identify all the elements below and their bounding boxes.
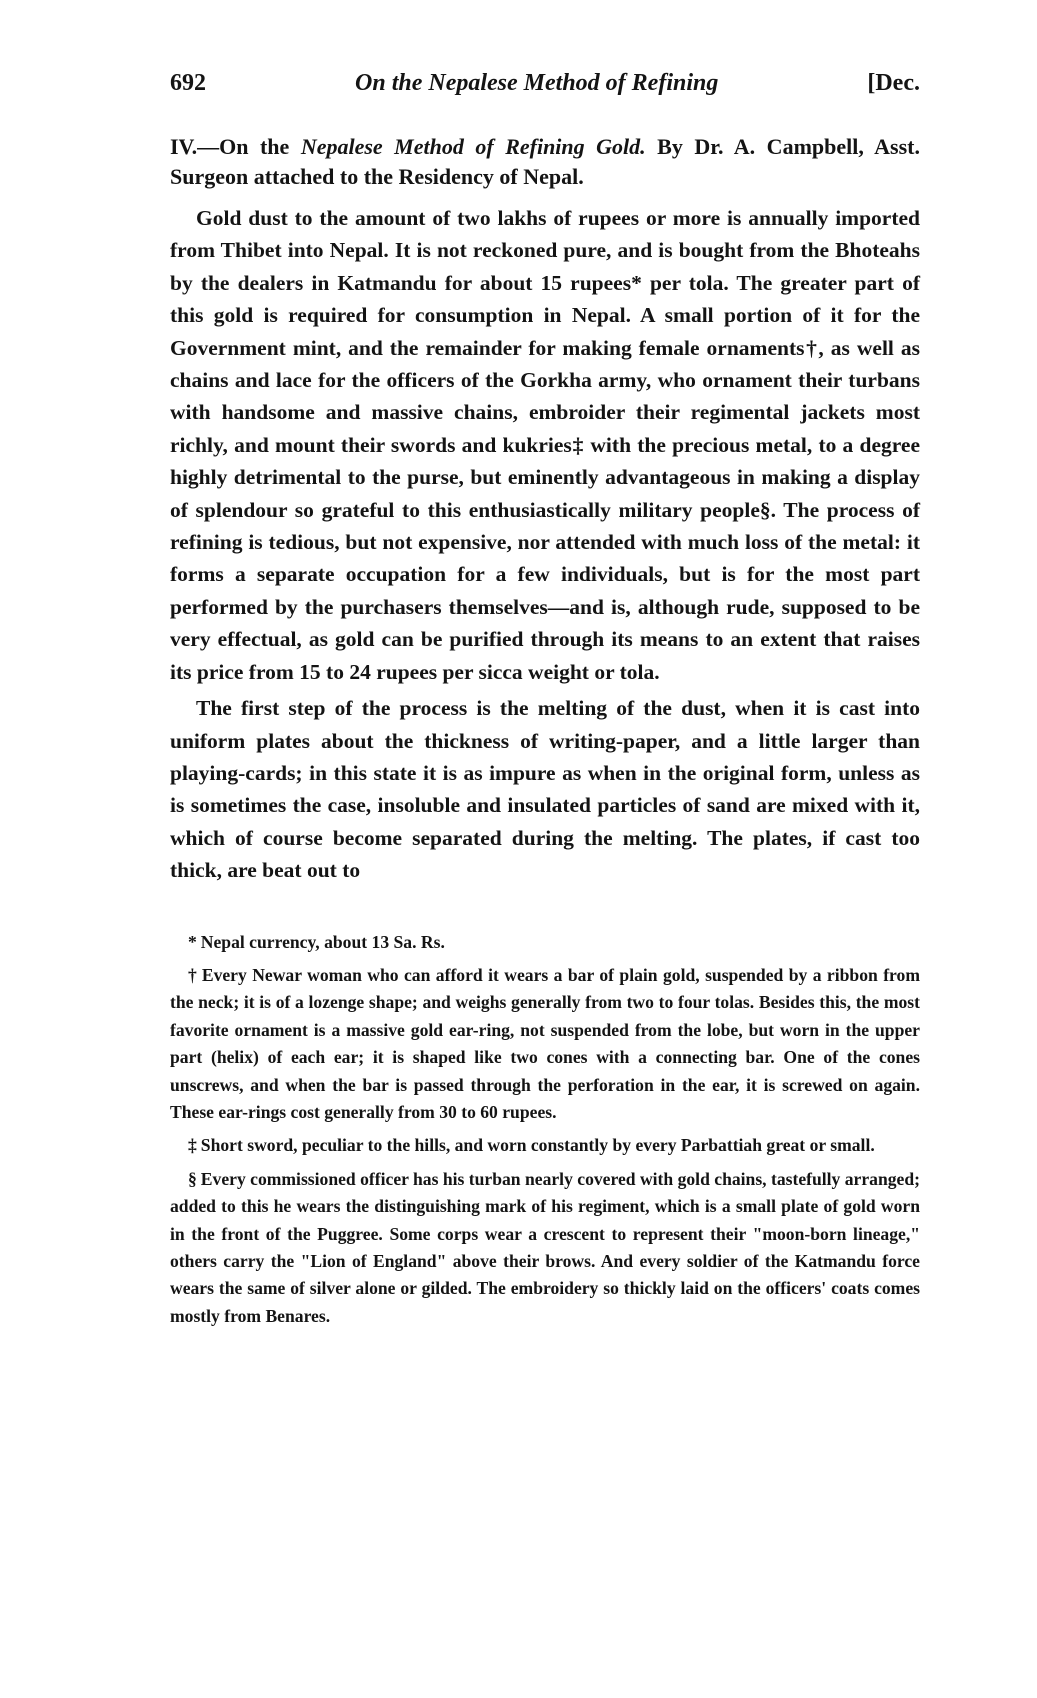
footnote [170, 1132, 920, 1159]
paragraph: The first step of the process is the melting of the dust, when it is cast into uniform plates about the thickness of writing-paper, and a little larger than playing-cards; in this state it is as impure as when in the original form, unless as is sometimes the case, insoluble and insulated particles of sand are mixed with it, which of course become separated during the melting. The plates, if cast too thick, are beat out to [170, 696, 920, 883]
running-head [170, 70, 920, 110]
footnote-marker: * [188, 931, 197, 952]
footnote [170, 962, 920, 1126]
footnote-marker: † [188, 964, 198, 985]
footnote-text: Every commissioned officer has his turban nearly covered with gold chains, tastefully arranged; added to this he wears the distinguishing mark of his regiment, which is a small plate of gold worn in the front of the Puggree. Some corps wear a crescent to represent their "moon-born lineage," others carry the "Lion of England" above their brows. And every soldier of the Katmandu force wears the same of silver alone or gilded. The embroidery so thickly laid on the officers' coats comes mostly from Benares. [170, 1168, 920, 1326]
article-title [170, 132, 920, 192]
article-title-author: By Dr. A. Campbell, Asst. Surgeon attached to the Residency of Nepal. [170, 134, 920, 189]
footnote-text: Nepal currency, about 13 Sa. Rs. [200, 931, 445, 952]
page-number: 692 [170, 70, 206, 96]
body-text [170, 202, 920, 887]
running-title: On the Nepalese Method of Refining [355, 70, 719, 96]
footnote [170, 1166, 920, 1330]
paragraph: Gold dust to the amount of two lakhs of rupees or more is annually imported from Thibet into Nepal. It is not reckoned pure, and is bought from the Bhoteahs by the dealers in Katmandu for about 15 rupees* per tola. The greater part of this gold is required for consumption in Nepal. A small portion of it for the Government mint, and the remainder for making female ornaments†, as well as chains and lace for the officers of the Gorkha army, who ornament their turbans with handsome and massive chains, embroider their regimental jackets most richly, and mount their swords and kukries‡ with the precious metal, to a degree highly detrimental to the purse, but eminently advantageous in making a display of splendour so grateful to this enthusiastically military people§. The process of refining is tedious, but not expensive, nor attended with much loss of the metal: it forms a separate occupation for a few individuals, but is for the most part performed by the purchasers themselves—and is, although rude, supposed to be very effectual, as gold can be purified through its means to an extent that raises its price from 15 to 24 rupees per sicca weight or tola. [170, 206, 920, 684]
article-title-italic: Nepalese Method of Refining Gold. [300, 134, 646, 159]
running-head-bracket: [Dec. [867, 70, 920, 96]
footnotes [170, 929, 920, 1331]
article-title-prefix: IV.—On the [170, 134, 301, 159]
footnote-marker: § [188, 1168, 197, 1189]
footnote-text: Every Newar woman who can afford it wears a bar of plain gold, suspended by a ribbon from the neck; it is of a lozenge shape; and weighs generally from two to four tolas. Besides this, the most favorite ornament is a massive gold ear-ring, not suspended from the lobe, but worn in the upper part (helix) of each ear; it is shaped like two cones with a connecting bar. One of the cones unscrews, and when the bar is passed through the perforation in the ear, it is screwed on again. These ear-rings cost generally from 30 to 60 rupees. [170, 964, 921, 1122]
footnote-text: Short sword, peculiar to the hills, and worn constantly by every Parbattiah great or small. [200, 1135, 875, 1156]
footnote [170, 929, 920, 956]
footnote-marker: ‡ [188, 1135, 197, 1156]
book-page [170, 70, 920, 1330]
